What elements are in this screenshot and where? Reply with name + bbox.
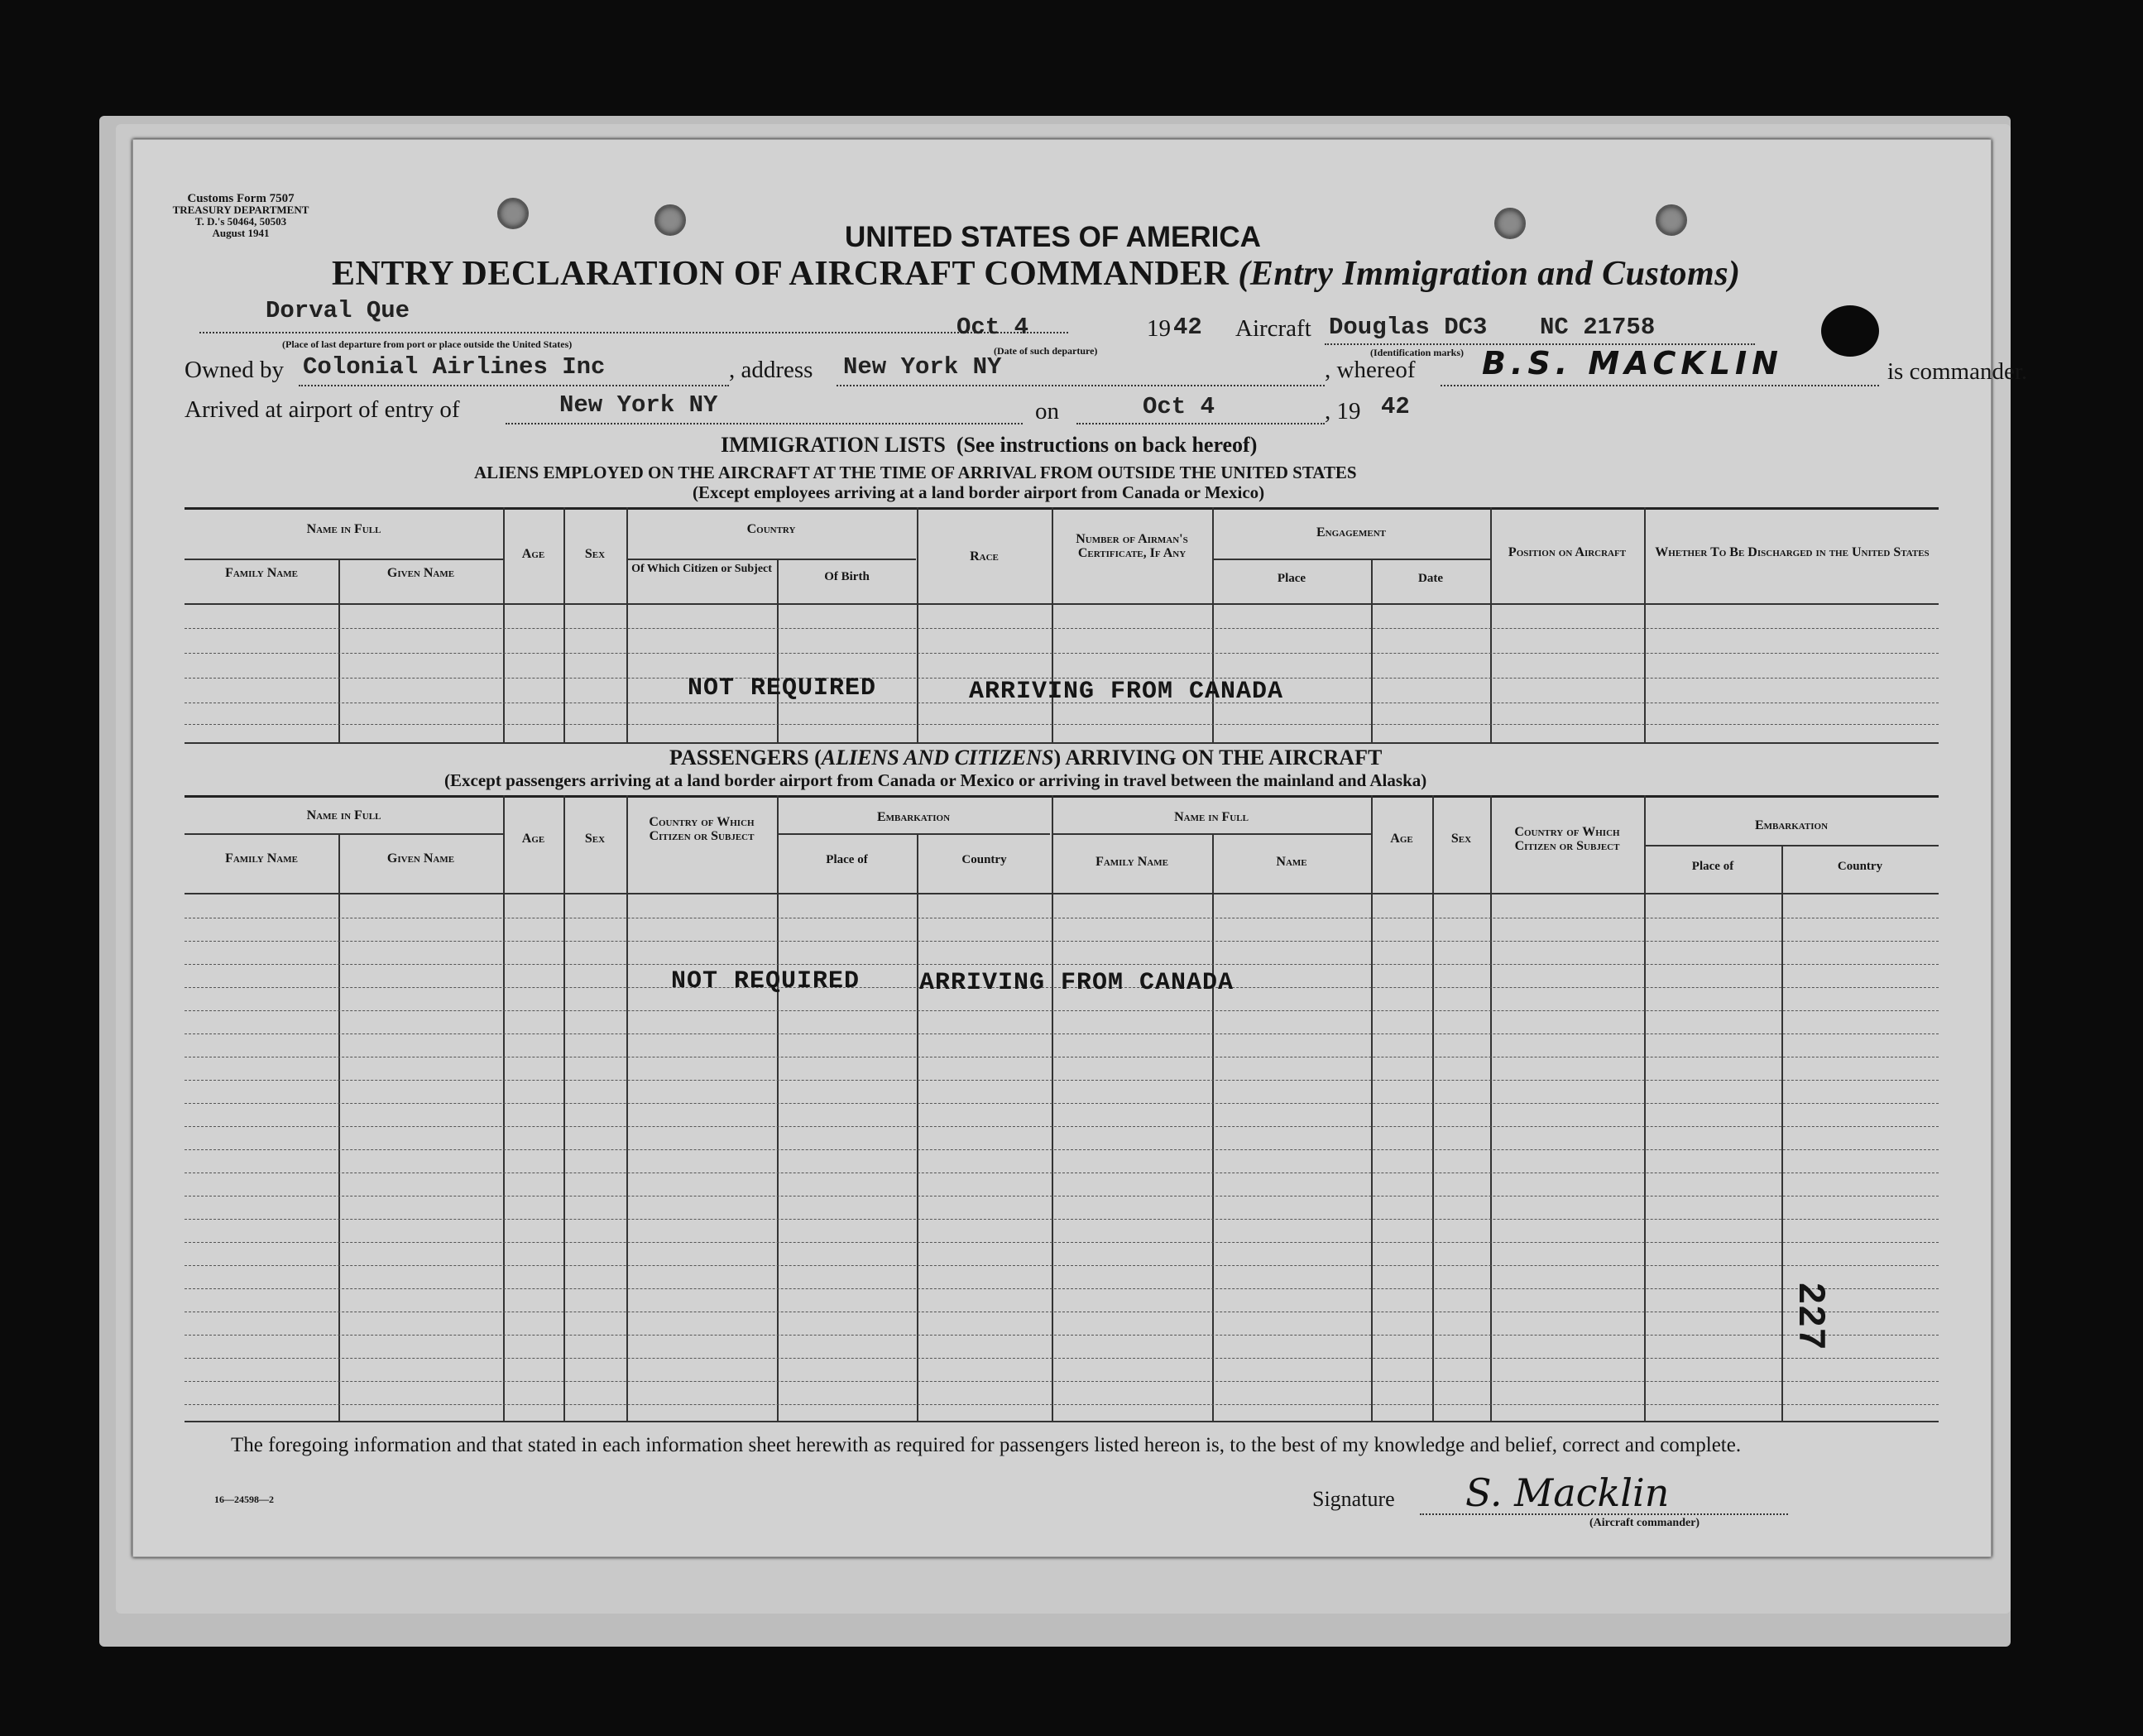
aliens-col-line xyxy=(1052,507,1053,742)
pass-col-family: Family Name xyxy=(225,851,298,866)
aircraft-marks: NC 21758 xyxy=(1540,314,1656,341)
departure-date: Oct 4 xyxy=(956,314,1029,341)
aliens-col-country: Country xyxy=(746,522,796,536)
pass-col-embarkation: Embarkation xyxy=(876,810,951,824)
passengers-col-line xyxy=(1490,795,1492,1421)
arrival-date: Oct 4 xyxy=(1143,393,1215,420)
passengers-subheader-rule xyxy=(1052,833,1371,835)
aliens-col-age: Age xyxy=(521,547,545,561)
passengers-row-line xyxy=(185,1404,1939,1405)
arrival-date-line xyxy=(1076,423,1325,424)
aliens-table-top xyxy=(185,507,1939,510)
title-main xyxy=(332,254,1741,294)
passengers-col-line xyxy=(503,795,505,1421)
stamp-number: 227 xyxy=(1788,1282,1831,1350)
punch-hole xyxy=(497,198,529,229)
form-meta xyxy=(166,193,315,239)
aliens-subheader-rule xyxy=(626,559,916,560)
arrival-label: Arrived at airport of entry of xyxy=(185,396,460,423)
owner-whereof-label: , whereof xyxy=(1325,357,1416,383)
commander-name: B.S. MACKLIN xyxy=(1482,345,1783,381)
aliens-col-line xyxy=(338,559,340,742)
passengers-col-line xyxy=(1432,795,1434,1421)
signature-label: Signature xyxy=(1312,1487,1395,1511)
passengers-row-line xyxy=(185,1242,1939,1243)
aliens-col-place: Place xyxy=(1277,572,1306,585)
aircraft-type: Douglas DC3 xyxy=(1329,314,1488,341)
commander-line xyxy=(1441,385,1879,386)
owner-name-line xyxy=(299,385,729,386)
punch-hole xyxy=(1494,208,1526,239)
passengers-row-line xyxy=(185,1335,1939,1336)
aliens-col-line xyxy=(626,507,628,742)
aliens-col-name: Name in Full xyxy=(306,522,381,536)
passengers-col-line xyxy=(1371,795,1373,1421)
pass-col-embarkation-2: Embarkation xyxy=(1754,818,1829,832)
departure-year-prefix: 19 xyxy=(1147,315,1171,342)
signature-value: S. Macklin xyxy=(1465,1470,1670,1515)
aliens-col-line xyxy=(1644,507,1646,742)
departure-place-line xyxy=(199,332,1068,333)
arrival-airport: New York NY xyxy=(559,391,718,419)
aliens-subheader-rule xyxy=(185,559,503,560)
immigration-heading xyxy=(721,433,1257,458)
passengers-row-line xyxy=(185,1010,1939,1011)
passengers-row-line xyxy=(185,1358,1939,1359)
passengers-note-not-required: NOT REQUIRED xyxy=(671,967,861,995)
aliens-col-line xyxy=(1212,507,1214,742)
passengers-subheader-rule xyxy=(185,833,503,835)
passengers-col-line xyxy=(338,833,340,1421)
aliens-col-position: Position on Aircraft xyxy=(1508,545,1627,559)
passengers-header-rule xyxy=(185,893,1939,894)
departure-date-caption: (Date of such departure) xyxy=(994,345,1098,357)
aliens-col-line xyxy=(1371,559,1373,742)
signature-line xyxy=(1420,1513,1788,1515)
aliens-col-sex: Sex xyxy=(584,547,606,561)
passengers-note: (Except passengers arriving at a land border airport from Canada or Mexico or arriving in travel between the mainland and Alaska) xyxy=(444,770,1427,790)
passengers-heading-a: PASSENGERS ( xyxy=(669,746,822,770)
passengers-row-line xyxy=(185,941,1939,942)
owner-name: Colonial Airlines Inc xyxy=(303,353,606,381)
pass-col-age-2: Age xyxy=(1390,832,1413,846)
pass-col-sex: Sex xyxy=(584,832,606,846)
passengers-subheader-rule xyxy=(1644,845,1939,846)
passengers-row-line xyxy=(185,1381,1939,1382)
arrival-on-label: on xyxy=(1035,398,1059,424)
title-sub-text: (Entry Immigration and Customs) xyxy=(1238,255,1741,293)
owner-address-label: , address xyxy=(729,357,813,383)
passengers-col-line xyxy=(563,795,565,1421)
passengers-heading-c: ) ARRIVING ON THE AIRCRAFT xyxy=(1053,746,1383,770)
aliens-col-line xyxy=(917,507,918,742)
aliens-subheader-rule xyxy=(1212,559,1490,560)
pass-col-place-of-2: Place of xyxy=(1691,860,1734,873)
departure-place-caption: (Place of last departure from port or place outside the United States) xyxy=(282,338,573,350)
aliens-header-rule xyxy=(185,603,1939,605)
pass-col-sex-2: Sex xyxy=(1450,832,1472,846)
aliens-note-not-required: NOT REQUIRED xyxy=(688,674,877,703)
form-number: Customs Form 7507 xyxy=(187,192,295,205)
pass-col-given-2: Name xyxy=(1276,855,1307,869)
passengers-heading-b: ALIENS AND CITIZENS xyxy=(821,746,1054,770)
immigration-heading-text: IMMIGRATION LISTS xyxy=(721,433,946,457)
passengers-col-line xyxy=(626,795,628,1421)
aliens-col-date: Date xyxy=(1418,572,1443,585)
aliens-row-line xyxy=(185,724,1939,725)
passengers-table-bottom xyxy=(185,1421,1939,1422)
aircraft-marks-caption: (Identification marks) xyxy=(1370,347,1464,358)
signature-caption: (Aircraft commander) xyxy=(1589,1517,1700,1529)
declaration-text: The foregoing information and that stated in each information sheet herewith as required for passengers listed hereon is, to the best of my knowledge and belief, correct and complete. xyxy=(231,1434,1742,1456)
pass-col-place-of: Place of xyxy=(826,853,868,866)
arrival-year-prefix: , 19 xyxy=(1325,398,1361,424)
pass-col-given: Given Name xyxy=(386,851,455,866)
aliens-row-line xyxy=(185,653,1939,654)
pass-col-age: Age xyxy=(521,832,545,846)
aircraft-label: Aircraft xyxy=(1235,315,1311,342)
title-main-text: ENTRY DECLARATION OF AIRCRAFT COMMANDER xyxy=(332,255,1230,293)
pass-col-country-citizen: Country of Which Citizen or Subject xyxy=(649,815,755,843)
aliens-col-citizen: Of Which Citizen or Subject xyxy=(631,563,772,575)
aliens-col-line xyxy=(503,507,505,742)
owner-label: Owned by xyxy=(185,357,285,383)
pass-col-name-2: Name in Full xyxy=(1174,810,1249,824)
aliens-col-certificate: Number of Airman's Certificate, If Any xyxy=(1076,532,1188,560)
aliens-col-discharged: Whether To Be Discharged in the United States xyxy=(1655,545,1930,559)
punch-hole xyxy=(1656,204,1687,236)
aliens-row-line xyxy=(185,628,1939,629)
title-country: UNITED STATES OF AMERICA xyxy=(845,221,1261,253)
passengers-col-line xyxy=(1212,833,1214,1421)
owner-address-line xyxy=(837,385,1325,386)
pass-col-family-2: Family Name xyxy=(1095,855,1168,869)
passengers-row-line xyxy=(185,1219,1939,1220)
aliens-col-given: Given Name xyxy=(386,566,455,580)
passengers-row-line xyxy=(185,1103,1939,1104)
arrival-year: 42 xyxy=(1381,393,1410,420)
passengers-col-line xyxy=(1052,795,1053,1421)
aliens-col-line xyxy=(777,559,779,742)
owner-address: New York NY xyxy=(843,353,1002,381)
passengers-row-line xyxy=(185,1288,1939,1289)
pass-col-country: Country xyxy=(961,853,1007,866)
aliens-heading: ALIENS EMPLOYED ON THE AIRCRAFT AT THE TIME OF ARRIVAL FROM OUTSIDE THE UNITED STATES xyxy=(474,463,1357,482)
departure-year: 42 xyxy=(1173,314,1202,341)
arrival-airport-line xyxy=(506,423,1023,424)
aliens-note-arriving: ARRIVING FROM CANADA xyxy=(969,678,1284,706)
aliens-note: (Except employees arriving at a land border airport from Canada or Mexico) xyxy=(693,482,1265,502)
departure-place: Dorval Que xyxy=(266,297,410,324)
passengers-col-line xyxy=(917,833,918,1421)
aliens-table-bottom xyxy=(185,742,1939,744)
entry-declaration-form xyxy=(132,139,2028,1557)
aliens-col-race: Race xyxy=(970,549,999,563)
aliens-col-family: Family Name xyxy=(225,566,298,580)
immigration-heading-note: (See instructions on back hereof) xyxy=(956,433,1258,457)
passengers-row-line xyxy=(185,964,1939,965)
form-tds: T. D.'s 50464, 50503 xyxy=(194,215,287,228)
print-code: 16—24598—2 xyxy=(214,1494,274,1505)
passengers-row-line xyxy=(185,1126,1939,1127)
passengers-note-arriving: ARRIVING FROM CANADA xyxy=(919,969,1235,997)
form-department: TREASURY DEPARTMENT xyxy=(172,204,309,216)
form-date: August 1941 xyxy=(212,227,270,239)
ink-blot xyxy=(1821,305,1879,357)
pass-col-country-2: Country xyxy=(1837,860,1883,873)
pass-col-name: Name in Full xyxy=(306,808,381,822)
aliens-col-birth: Of Birth xyxy=(824,570,870,583)
passengers-subheader-rule xyxy=(777,833,1050,835)
aliens-col-line xyxy=(1490,507,1492,742)
passengers-row-line xyxy=(185,1265,1939,1266)
pass-col-country-citizen-2: Country of Which Citizen or Subject xyxy=(1514,825,1620,853)
passengers-col-line xyxy=(1644,795,1646,1421)
commander-suffix: is commander. xyxy=(1887,358,2028,385)
passengers-row-line xyxy=(185,1033,1939,1034)
passengers-heading xyxy=(669,746,1382,770)
passengers-table-top xyxy=(185,795,1939,798)
punch-hole xyxy=(654,204,686,236)
aliens-col-line xyxy=(563,507,565,742)
passengers-row-line xyxy=(185,1149,1939,1150)
passengers-row-line xyxy=(185,1080,1939,1081)
passengers-col-line xyxy=(777,795,779,1421)
aliens-col-engagement: Engagement xyxy=(1316,525,1386,540)
